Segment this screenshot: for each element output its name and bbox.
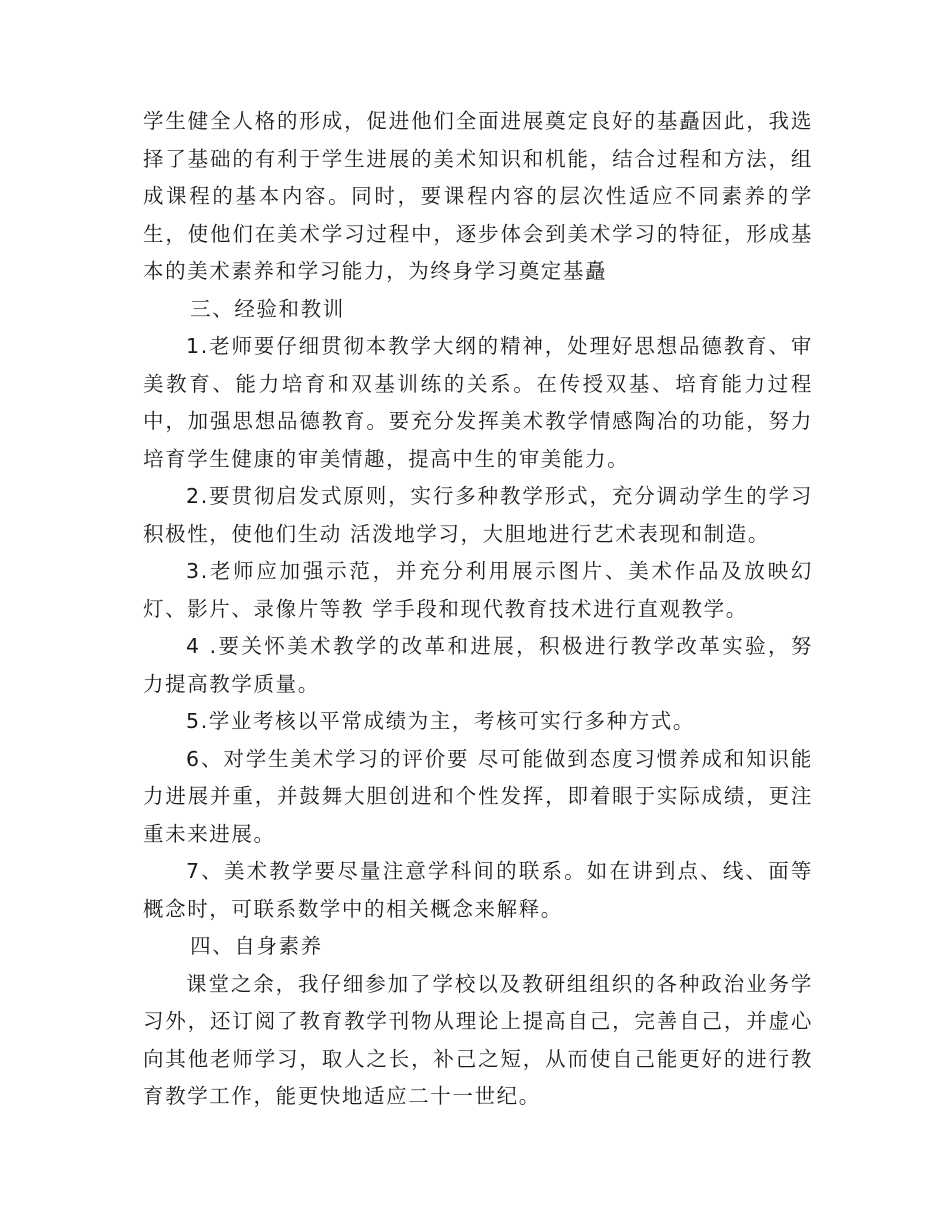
paragraph-item-1: 1.老师要仔细贯彻本教学大纲的精神，处理好思想品德教育、审美教育、能力培育和双基训练的关系。在传授双基、培育能力过程中，加强思想品德教育。要充分发挥美术教学情感陶冶的功能，努力培育学生健康的审美情趣，提高中生的审美能力。: [143, 334, 813, 471]
paragraph-self-cultivation: 课堂之余，我仔细参加了学校以及教研组组织的各种政治业务学习外，还订阅了教育教学刊物从理论上提高自己，完善自己，并虚心向其他老师学习，取人之长，补己之短，从而使自己能更好的进行教育教学工作，能更快地适应二十一世纪。: [143, 971, 813, 1108]
document-body: [143, 103, 813, 1116]
section-heading-experience: 三、经验和教训: [190, 296, 345, 321]
paragraph-continuation: 学生健全人格的形成，促进他们全面进展奠定良好的基矗因此，我选择了基础的有利于学生进展的美术知识和机能，结合过程和方法，组成课程的基本内容。同时，要课程内容的层次性适应不同素养的学生，使他们在美术学习过程中，逐步体会到美术学习的特征，形成基本的美术素养和学习能力，为终身学习奠定基矗: [143, 109, 813, 283]
section-heading-self-cultivation: 四、自身素养: [190, 934, 323, 958]
paragraph-item-3: 3.老师应加强示范，并充分利用展示图片、美术作品及放映幻灯、影片、录像片等教 学手段和现代教育技术进行直观教学。: [143, 559, 813, 621]
paragraph-item-4: 4 .要关怀美术教学的改革和进展，积极进行教学改革实验，努力提高教学质量。: [143, 634, 813, 696]
paragraph-item-7: 7、美术教学要尽量注意学科间的联系。如在讲到点、线、面等概念时，可联系数学中的相关概念来解释。: [143, 859, 813, 921]
paragraph-item-5: 5.学业考核以平常成绩为主，考核可实行多种方式。: [186, 709, 696, 733]
paragraph-item-2: 2.要贯彻启发式原则，实行多种教学形式，充分调动学生的学习积极性，使他们生动 活泼地学习，大胆地进行艺术表现和制造。: [143, 484, 813, 546]
paragraph-item-6: 6、对学生美术学习的评价要 尽可能做到态度习惯养成和知识能力进展并重，并鼓舞大胆创进和个性发挥，即着眼于实际成绩，更注重未来进展。: [143, 746, 813, 846]
